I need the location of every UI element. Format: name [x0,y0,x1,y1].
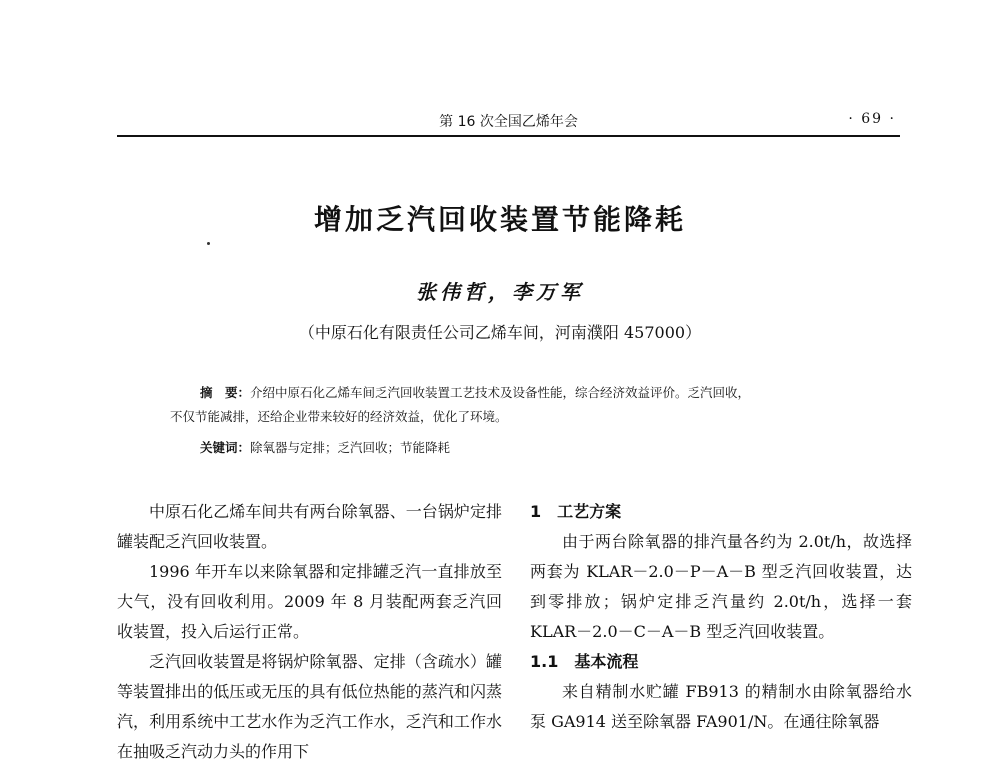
abstract [170,381,870,429]
page-number: · 69 · [848,111,896,127]
body-paragraph: 乏汽回收装置是将锅炉除氧器、定排（含疏水）罐等装置排出的低压或无压的具有低位热能的蒸汽和闪蒸汽，利用系统中工艺水作为乏汽工作水，乏汽和工作水在抽吸乏汽动力头的作用下 [117,652,502,761]
authors: 张伟哲，李万军 [416,280,584,304]
affiliation: （中原石化有限责任公司乙烯车间，河南濮阳 457000） [298,323,702,342]
header-rule [117,135,900,137]
section-heading-1-1: 1.1 基本流程 [530,652,639,671]
stray-dot [207,242,210,245]
keywords-text: 除氧器与定排；乏汽回收；节能降耗 [250,440,451,455]
running-header [117,111,900,131]
body-paragraph: 来自精制水贮罐 FB913 的精制水由除氧器给水泵 GA914 送至除氧器 FA901/N。在通往除氧器 [530,682,912,731]
conference-name: 第 16 次全国乙烯年会 [439,114,578,130]
abstract-text-line2: 不仅节能减排，还给企业带来较好的经济效益，优化了环境。 [170,409,508,424]
paper-title: 增加乏汽回收装置节能降耗 [313,203,686,236]
keywords-label: 关键词： [200,440,251,455]
body-paragraph: 1996 年开车以来除氧器和定排罐乏汽一直排放至大气，没有回收利用。2009 年 8 月装配两套乏汽回收装置，投入后运行正常。 [117,562,502,641]
body-paragraph: 由于两台除氧器的排汽量各约为 2.0t/h，故选择两套为 KLAR－2.0－P－A－B 型乏汽回收装置，达到零排放；锅炉定排乏汽量约 2.0t/h，选择一套 KLAR－2.0－C－A－B 型乏汽回收装置。 [530,532,912,641]
left-column [117,497,502,767]
right-column [530,497,912,737]
section-heading-1: 1 工艺方案 [530,502,622,521]
abstract-text-line1: 介绍中原石化乙烯车间乏汽回收装置工艺技术及设备性能，综合经济效益评价。乏汽回收， [250,385,751,400]
body-paragraph: 中原石化乙烯车间共有两台除氧器、一台锅炉定排罐装配乏汽回收装置。 [117,502,502,551]
keywords [200,438,450,456]
abstract-label: 摘 要： [200,385,251,400]
